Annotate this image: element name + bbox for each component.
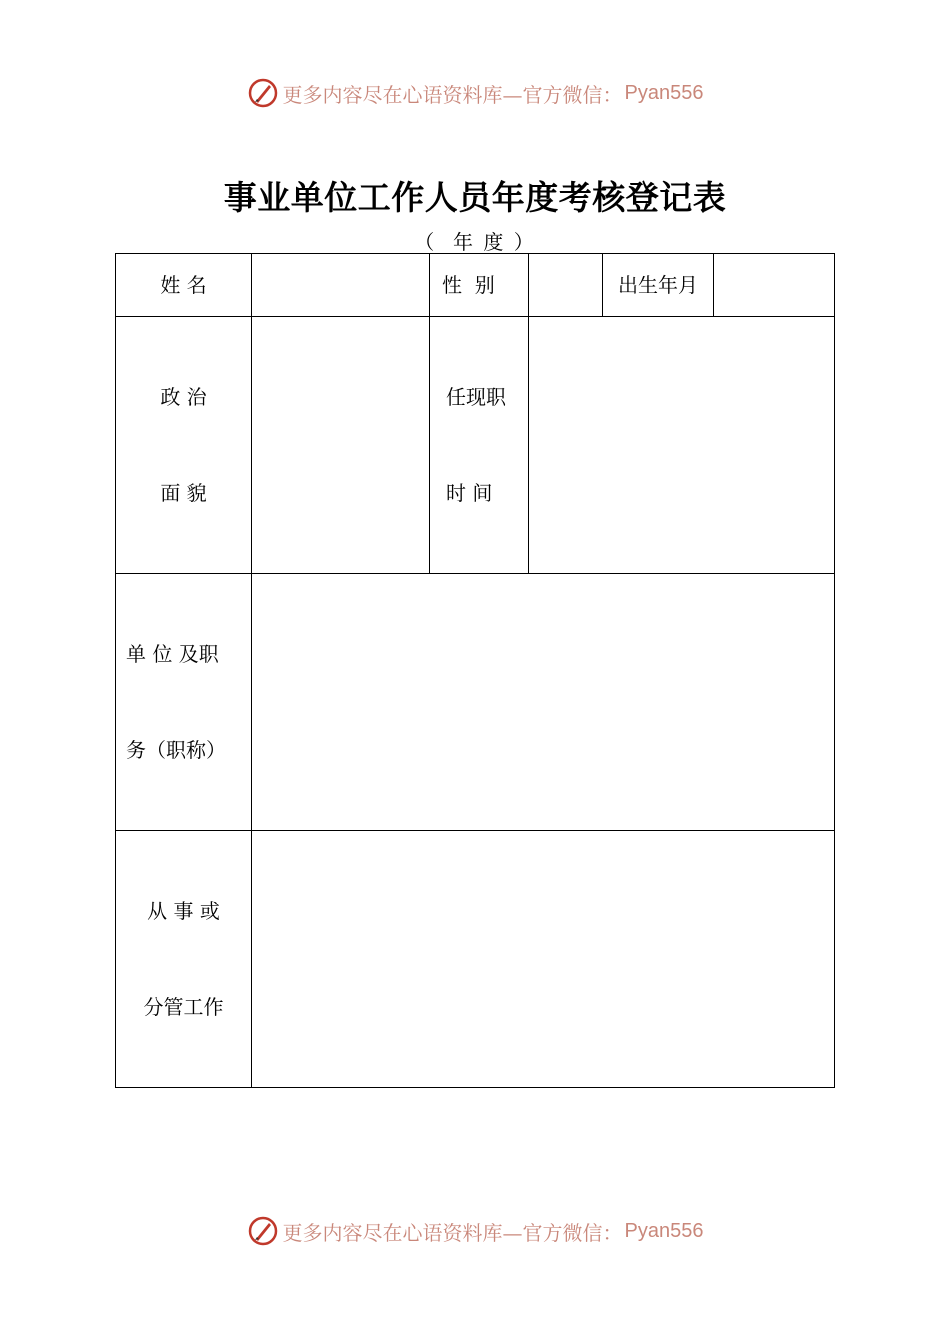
unit-position-label [116, 574, 252, 831]
watermark-text: 更多内容尽在心语资料库—官方微信： [282, 1220, 623, 1245]
tenure-field[interactable] [529, 317, 835, 574]
work-label-line-1: 从 事 或 [147, 899, 220, 923]
tenure-label [430, 317, 529, 574]
work-duty-label [116, 831, 252, 1088]
assessment-form-table [115, 253, 835, 1088]
header-watermark [0, 73, 950, 113]
gender-label: 性 别 [430, 254, 529, 317]
tenure-label-line-1: 任现职 [446, 385, 506, 409]
name-label: 姓 名 [116, 254, 252, 317]
watermark-id: Pyan556 [624, 81, 704, 104]
document-subtitle: （ 年 度 ） [414, 230, 536, 254]
watermark-text: 更多内容尽在心语资料库—官方微信： [282, 82, 623, 107]
watermark-id: Pyan556 [624, 1219, 704, 1242]
unit-label-line-2: 务（职称） [126, 738, 226, 762]
unit-label-line-1: 单 位 及职 [126, 642, 219, 666]
political-label-line-1: 政 治 [160, 385, 207, 409]
political-label-line-2: 面 貌 [160, 481, 207, 505]
table-row [116, 574, 835, 831]
gender-field[interactable] [529, 254, 603, 317]
footer-watermark [0, 1211, 950, 1251]
birth-field[interactable] [714, 254, 835, 317]
table-row [116, 254, 835, 317]
document-title: 事业单位工作人员年度考核登记表 [223, 178, 727, 217]
name-field[interactable] [252, 254, 430, 317]
unit-position-field[interactable] [252, 574, 835, 831]
table-row [116, 831, 835, 1088]
birth-label: 出生年月 [603, 254, 714, 317]
quill-logo-icon [247, 77, 279, 109]
quill-logo-icon [247, 1215, 279, 1247]
tenure-label-line-2: 时 间 [446, 481, 493, 505]
political-status-label [116, 317, 252, 574]
political-status-field[interactable] [252, 317, 430, 574]
work-duty-field[interactable] [252, 831, 835, 1088]
work-label-line-2: 分管工作 [143, 995, 224, 1019]
table-row [116, 317, 835, 574]
